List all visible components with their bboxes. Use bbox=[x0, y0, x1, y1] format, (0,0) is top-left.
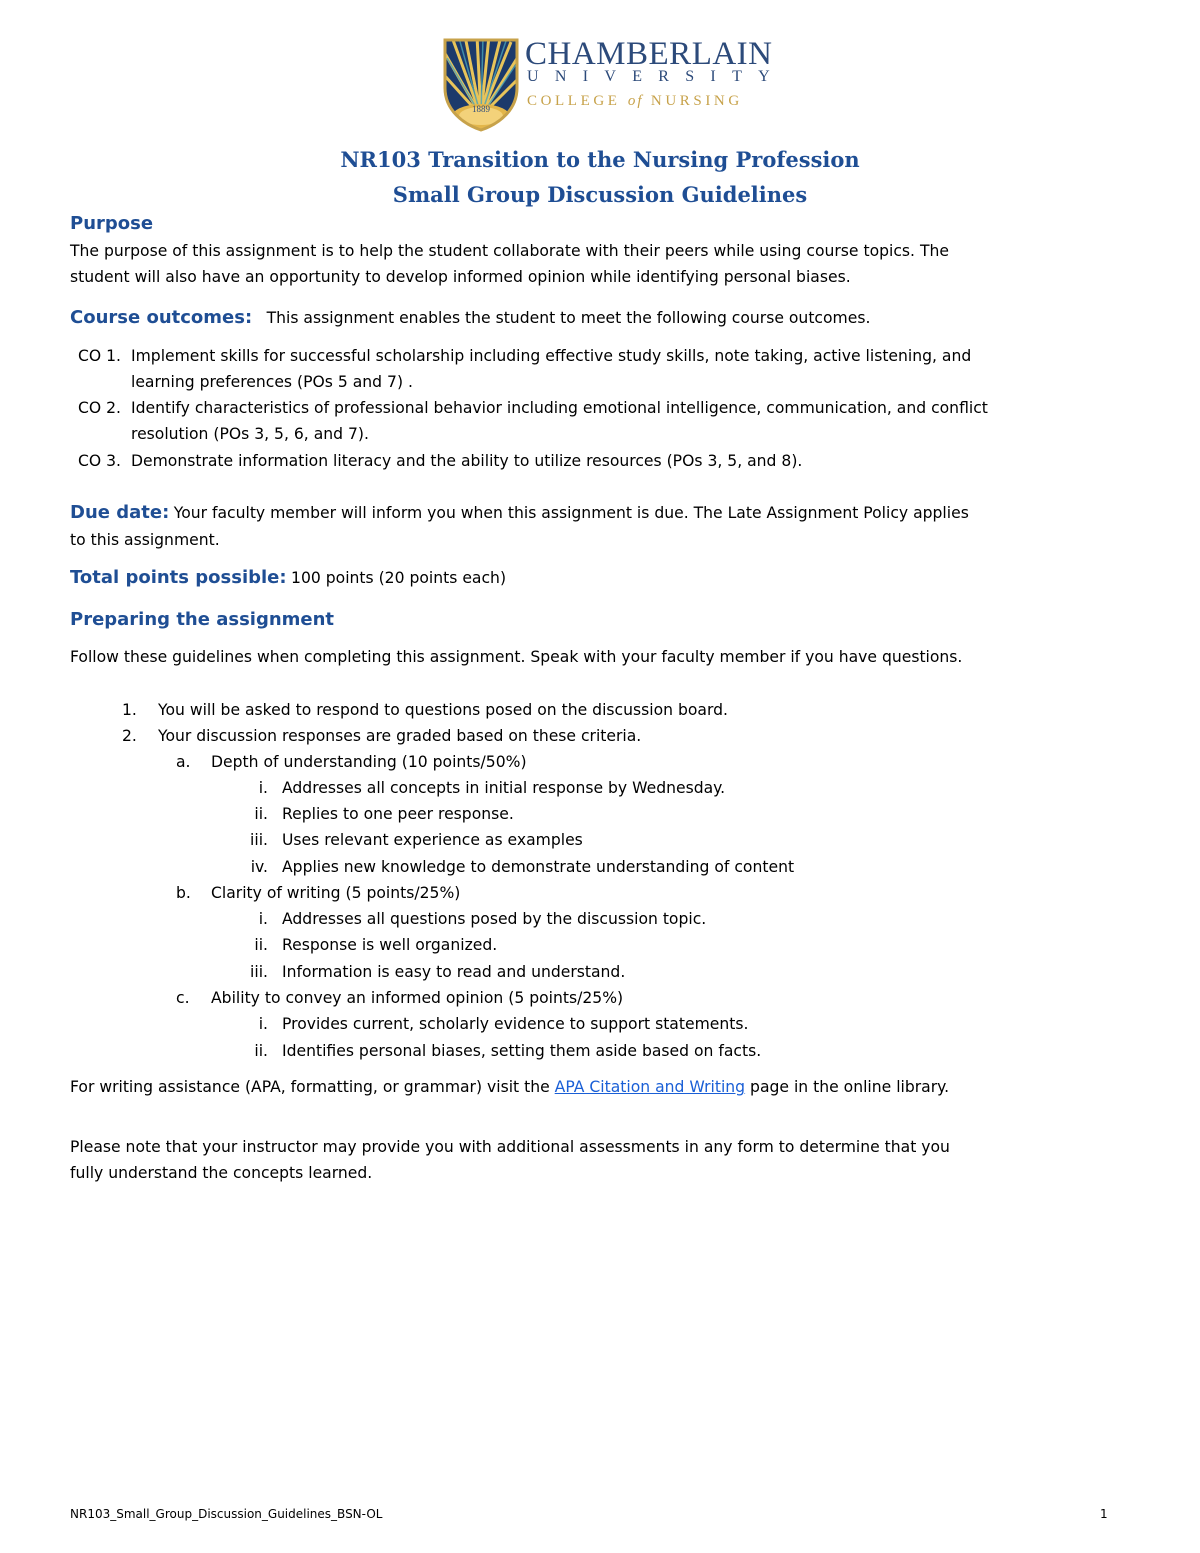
criterion-b-roman-2: ii. bbox=[254, 936, 268, 954]
guideline-text-2: Your discussion responses are graded based on these criteria. bbox=[158, 727, 642, 745]
note-text-line2: fully understand the concepts learned. bbox=[70, 1164, 373, 1182]
criterion-text-a: Depth of understanding (10 points/50%) bbox=[211, 753, 527, 771]
co1-label: CO 1. bbox=[78, 347, 121, 365]
guideline-text-1: You will be asked to respond to questions posed on the discussion board. bbox=[158, 701, 728, 719]
due-date-text-line1: Your faculty member will inform you when this assignment is due. The Late Assignment Policy applies bbox=[173, 504, 969, 522]
due-date-line bbox=[70, 502, 969, 523]
logo-year: 1889 bbox=[472, 104, 490, 114]
criterion-c-roman-1: i. bbox=[258, 1015, 268, 1033]
course-outcomes-intro: This assignment enables the student to meet the following course outcomes. bbox=[266, 309, 871, 327]
preparing-heading: Preparing the assignment bbox=[70, 609, 335, 630]
criterion-a-roman-1: i. bbox=[258, 779, 268, 797]
page-subtitle: Small Group Discussion Guidelines bbox=[392, 182, 808, 207]
co2-text-line1: Identify characteristics of professional behavior including emotional intelligence, communication, and conflict bbox=[131, 399, 988, 417]
due-date-text-line2: to this assignment. bbox=[70, 531, 220, 549]
criterion-b-item-2: Response is well organized. bbox=[282, 936, 498, 954]
criterion-letter-b: b. bbox=[176, 884, 191, 902]
writing-help-after: page in the online library. bbox=[750, 1078, 950, 1096]
criterion-b-item-3: Information is easy to read and understand. bbox=[282, 963, 626, 981]
shield-icon bbox=[441, 36, 521, 132]
logo-college-prefix: COLLEGE bbox=[527, 93, 621, 109]
criterion-text-c: Ability to convey an informed opinion (5 points/25%) bbox=[211, 989, 624, 1007]
guideline-number-1: 1. bbox=[122, 701, 137, 719]
preparing-intro: Follow these guidelines when completing this assignment. Speak with your faculty member if you have questions. bbox=[70, 648, 963, 666]
co3-text-line1: Demonstrate information literacy and the ability to utilize resources (POs 3, 5, and 8). bbox=[131, 452, 803, 470]
writing-help-line bbox=[70, 1078, 949, 1096]
criterion-c-item-2: Identifies personal biases, setting them aside based on facts. bbox=[282, 1042, 762, 1060]
logo-college-of: of bbox=[627, 93, 644, 109]
criterion-b-roman-1: i. bbox=[258, 910, 268, 928]
purpose-heading: Purpose bbox=[70, 213, 154, 234]
criterion-letter-a: a. bbox=[176, 753, 191, 771]
logo-wordmark-name: CHAMBERLAIN bbox=[525, 36, 773, 72]
footer-filename: NR103_Small_Group_Discussion_Guidelines_BSN-OL bbox=[70, 1507, 383, 1521]
criterion-c-item-1: Provides current, scholarly evidence to support statements. bbox=[282, 1015, 749, 1033]
course-outcomes-heading: Course outcomes: bbox=[70, 307, 253, 328]
note-text-line1: Please note that your instructor may provide you with additional assessments in any form to determine that you bbox=[70, 1138, 950, 1156]
logo-wordmark-university: UNIVERSITY bbox=[527, 68, 786, 85]
course-outcomes-line bbox=[70, 307, 870, 328]
co1-text-line1: Implement skills for successful scholarship including effective study skills, note taking, active listening, and bbox=[131, 347, 972, 365]
criterion-b-roman-3: iii. bbox=[250, 963, 268, 981]
due-date-heading: Due date: bbox=[70, 502, 170, 523]
purpose-text-line1: The purpose of this assignment is to help the student collaborate with their peers while using course topics. The bbox=[70, 242, 949, 260]
co2-label: CO 2. bbox=[78, 399, 121, 417]
apa-citation-link[interactable]: APA Citation and Writing bbox=[554, 1078, 746, 1096]
criterion-a-roman-4: iv. bbox=[250, 858, 268, 876]
total-points-text: 100 points (20 points each) bbox=[291, 569, 507, 587]
page-number: 1 bbox=[1100, 1507, 1108, 1521]
purpose-text-line2: student will also have an opportunity to develop informed opinion while identifying personal biases. bbox=[70, 268, 851, 286]
chamberlain-logo bbox=[441, 36, 786, 132]
guideline-number-2: 2. bbox=[122, 727, 137, 745]
page-title: NR103 Transition to the Nursing Profession bbox=[340, 147, 860, 172]
writing-help-before: For writing assistance (APA, formatting, or grammar) visit the bbox=[70, 1078, 550, 1096]
criterion-a-item-3: Uses relevant experience as examples bbox=[282, 831, 583, 849]
logo-wordmark-college bbox=[527, 93, 743, 110]
criterion-a-roman-3: iii. bbox=[250, 831, 268, 849]
total-points-heading: Total points possible: bbox=[70, 567, 287, 588]
criterion-c-roman-2: ii. bbox=[254, 1042, 268, 1060]
co1-text-line2: learning preferences (POs 5 and 7) . bbox=[131, 373, 413, 391]
criterion-a-item-2: Replies to one peer response. bbox=[282, 805, 514, 823]
criterion-a-item-4: Applies new knowledge to demonstrate understanding of content bbox=[282, 858, 795, 876]
criterion-a-roman-2: ii. bbox=[254, 805, 268, 823]
criterion-b-item-1: Addresses all questions posed by the discussion topic. bbox=[282, 910, 707, 928]
total-points-line bbox=[70, 567, 506, 588]
criterion-text-b: Clarity of writing (5 points/25%) bbox=[211, 884, 461, 902]
logo-college-suffix: NURSING bbox=[650, 93, 743, 109]
co3-label: CO 3. bbox=[78, 452, 121, 470]
co2-text-line2: resolution (POs 3, 5, 6, and 7). bbox=[131, 425, 369, 443]
criterion-letter-c: c. bbox=[176, 989, 190, 1007]
criterion-a-item-1: Addresses all concepts in initial response by Wednesday. bbox=[282, 779, 726, 797]
